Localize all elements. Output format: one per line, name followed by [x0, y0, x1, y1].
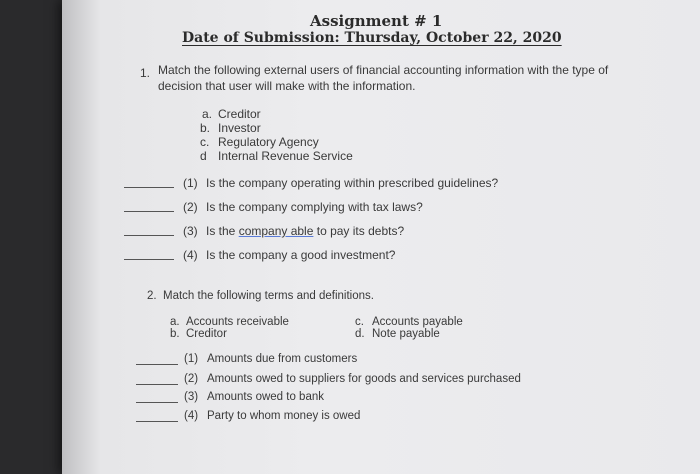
q1-option-letter: d: [200, 149, 207, 163]
q1-item-text: Is the company operating within prescribed guidelines?: [206, 176, 499, 190]
q2-item-number: (1): [184, 353, 199, 365]
q1-option-text: Investor: [218, 121, 261, 135]
q1-item-number: (1): [183, 176, 198, 190]
q2-item-text: Amounts owed to suppliers for goods and services purchased: [207, 373, 521, 385]
q2-option-text: Note payable: [372, 328, 440, 340]
answer-blank[interactable]: [124, 259, 174, 260]
q2-item-number: (3): [184, 391, 199, 403]
submission-date: Date of Submission: Thursday, October 22, 2020: [182, 30, 562, 46]
q1-item-text-post: to pay its debts?: [313, 224, 405, 238]
q2-option-letter: d.: [355, 328, 365, 340]
answer-blank[interactable]: [136, 421, 178, 422]
answer-blank[interactable]: [124, 235, 174, 236]
q1-item-text: [206, 224, 404, 238]
q2-number: 2.: [147, 290, 157, 302]
q1-option-text: Regulatory Agency: [218, 135, 319, 149]
q2-item-number: (4): [184, 410, 199, 422]
q1-item-text: Is the company complying with tax laws?: [206, 200, 423, 214]
q2-option-letter: a.: [170, 316, 180, 328]
q1-option-letter: a.: [202, 107, 213, 121]
spellcheck-underline: company able: [238, 224, 314, 238]
q2-option-text: Accounts receivable: [186, 316, 289, 328]
q1-option-text: Internal Revenue Service: [218, 149, 353, 163]
q2-item-text: Amounts due from customers: [207, 353, 358, 365]
q1-prompt-line2: decision that user will make with the information.: [158, 79, 416, 93]
answer-blank[interactable]: [136, 402, 178, 403]
answer-blank[interactable]: [124, 187, 174, 188]
q1-option-text: Creditor: [218, 107, 261, 121]
assignment-title: Assignment # 1: [310, 12, 443, 30]
q1-option-letter: c.: [200, 135, 210, 149]
q2-option-letter: b.: [170, 328, 180, 340]
answer-blank[interactable]: [124, 211, 174, 212]
q1-number: 1.: [140, 66, 151, 80]
q1-item-number: (3): [183, 224, 198, 238]
q2-prompt: Match the following terms and definitions.: [163, 290, 374, 302]
answer-blank[interactable]: [136, 364, 178, 365]
q2-option-text: Accounts payable: [372, 316, 463, 328]
q2-option-letter: c.: [355, 316, 364, 328]
q2-option-text: Creditor: [186, 328, 227, 340]
q1-item-number: (2): [183, 200, 198, 214]
q1-item-text: Is the company a good investment?: [206, 248, 396, 262]
q1-item-text-pre: Is the: [206, 224, 239, 238]
q1-option-letter: b.: [200, 121, 211, 135]
q1-prompt-line1: Match the following external users of financial accounting information with the type of: [158, 63, 609, 77]
q2-item-text: Party to whom money is owed: [207, 410, 361, 422]
q2-item-number: (2): [184, 373, 199, 385]
q2-item-text: Amounts owed to bank: [207, 391, 324, 403]
q1-item-number: (4): [183, 248, 198, 262]
answer-blank[interactable]: [136, 384, 178, 385]
